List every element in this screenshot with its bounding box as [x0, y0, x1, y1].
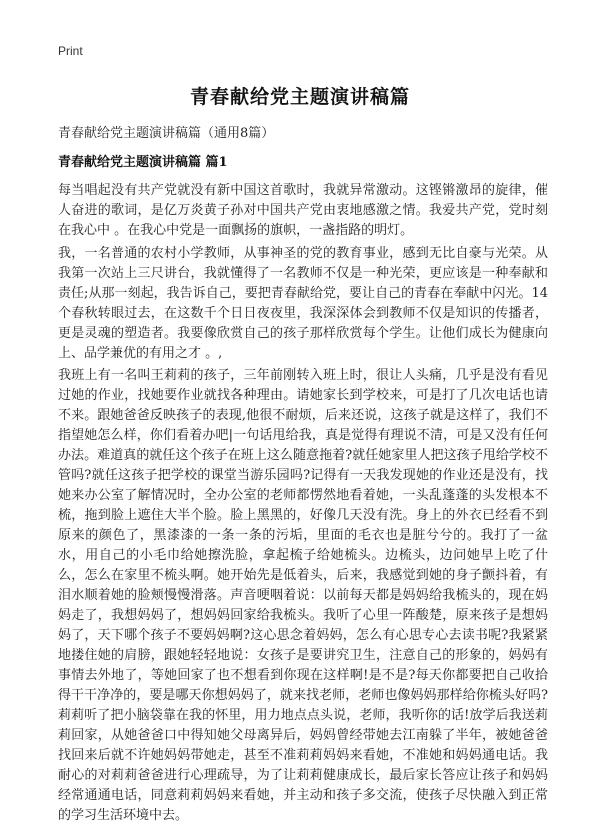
paragraph-1: 每当唱起没有共产党就没有新中国这首歌时，我就异常激动。这铿锵激昂的旋律，催人奋进的歌词，是亿万炎黄子孙对中国共产党由衷地感激之情。我爱共产党，党时刻在我心中 。在我心中党是一面飘扬的旗帜，一盏指路的明灯。: [58, 183, 548, 238]
section-heading: 青春献给党主题演讲稿篇 篇1: [58, 155, 228, 170]
paragraph-2: 我，一名普通的农村小学教师，从事神圣的党的教育事业，感到无比自豪与光荣。从我第一次站上三尺讲台，我就懂得了一名教师不仅是一种光荣，更应该是一种奉献和责任;从那一刻起，我告诉自己，要把青春献给党，要让自己的青春在奉献中闪光。14个春秋转眼过去，在这数千个日日夜夜里，我深深体会到教师不仅是知识的传播者，更是灵魂的塑造者。我要像欣赏自己的孩子那样欣赏每个学生。让他们成长为健康向上、品学兼优的有用之才 。,: [58, 246, 548, 361]
paragraph-3: 我班上有一名叫王莉莉的孩子，三年前刚转入班上时，很让人头痛，几乎是没有看见过她的作业，找她要作业就找各种理由。请她家长到学校来，可是打了几次电话也请不来。跟她爸爸反映孩子的表现,他很不耐烦，后来还说，这孩子就是这样了，我们不指望她怎么样，你们看着办吧|一句话甩给我，真是觉得有理说不清，可是又没有任何办法。难道真的就任这个孩子在班上这么随意拖着?就任她家里人把这孩子甩给学校不管吗?就任这孩子把学校的课堂当游乐园吗?记得有一天我发现她的作业还是没有，找她来办公室了解情况时，全办公室的老师都愣然地看着她，一头乱蓬蓬的头发根本不梳，拖到脸上遮住大半个脸。脸上黑黑的，好像几天没有洗。身上的外衣已经看不到原来的颜色了，黑漆漆的一条一条的污垢，里面的毛衣也是脏兮兮的。我打了一盆水，用自己的小毛巾给她擦洗脸，拿起梳子给她梳头。边梳头，边问她早上吃了什么，怎么在家里不梳头啊。她开始先是低着头，后来，我感觉到她的身子颤抖着，有泪水顺着她的脸颊慢慢滑落。声音哽咽着说：以前每天都是妈妈给我梳头的，现在妈妈走了，我想妈妈了，想妈妈回家给我梳头。我听了心里一阵酸楚，原来孩子是想妈妈了，天下哪个孩子不要妈妈啊?这心思念着妈妈，怎么有心思专心去读书呢?我紧紧地搂住她的肩膀，跟她轻轻地说：女孩子是要讲究卫生，注意自己的形象的，妈妈有事情去外地了，等她回家了也不想看到你现在这样啊!是不是?每天你都要把自己收拾得干干净净的，要是哪天你想妈妈了，就来找老师，老师也像妈妈那样给你梳头好吗?莉莉听了把小脑袋靠在我的怀里，用力地点点头说，老师，我听你的话!放学后我送莉莉回家，从她爸爸口中得知她父母离异后，妈妈曾经带她去江南躲了半年，被她爸爸找回来后就不许她妈妈带她走，甚至不准莉莉妈妈来看她，不准她和妈妈通电话。我耐心的对莉莉爸爸进行心理疏导，为了让莉莉健康成长，最后家长答应让孩子和妈妈经常通通电话，同意莉莉妈妈来看她，并主动和孩子多交流，使孩子尽快融入到正常的学习生活环境中去。: [58, 368, 548, 823]
document-title: 青春献给党主题演讲稿篇: [189, 86, 410, 108]
print-label[interactable]: Print: [58, 44, 83, 58]
document-subtitle: 青春献给党主题演讲稿篇（通用8篇）: [58, 126, 275, 141]
